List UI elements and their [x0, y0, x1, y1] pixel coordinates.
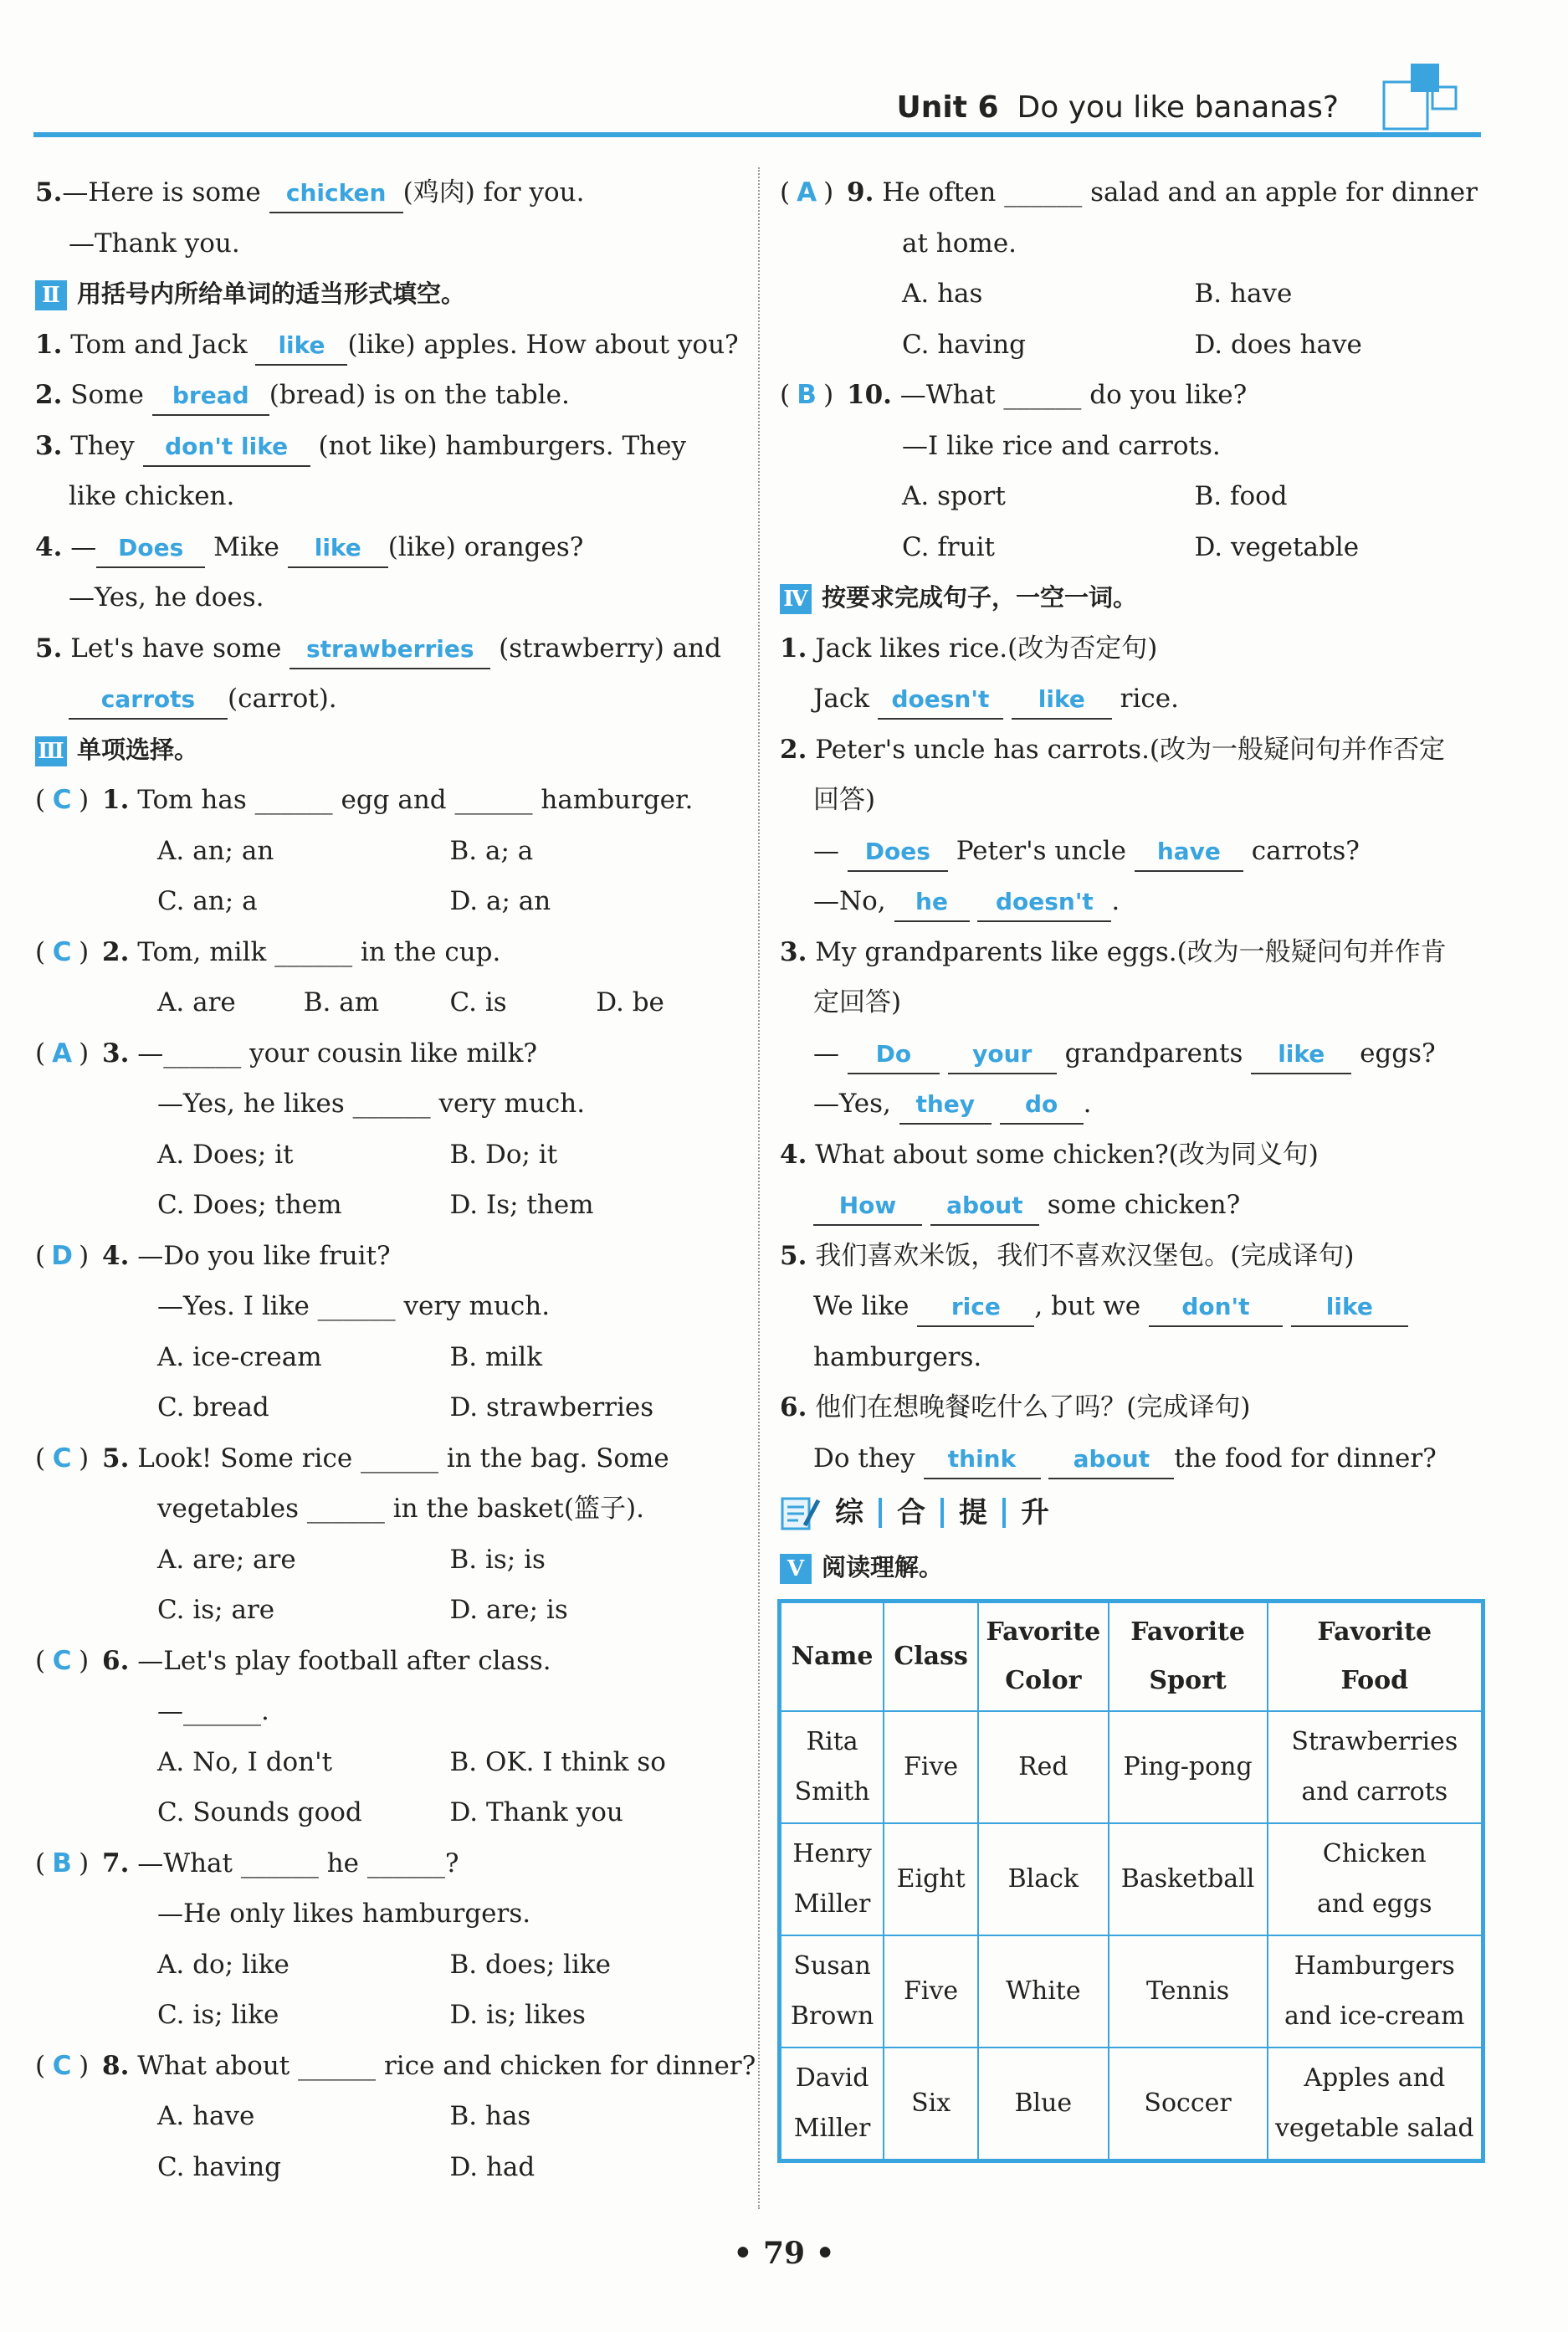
option: A. No, I don't: [157, 1746, 333, 1777]
sentence-answer: Jack doesn't like rice.: [780, 674, 1487, 725]
options-row: [35, 977, 742, 1028]
option: A. an; an: [157, 835, 274, 866]
answer-blank: have: [1135, 833, 1243, 872]
squares-decoration-icon: [1381, 59, 1473, 134]
option: C. is; like: [157, 2000, 279, 2030]
option: A. have: [157, 2101, 255, 2131]
question-number: 9.: [847, 177, 874, 208]
option: A. do; like: [157, 1949, 290, 1980]
table-cell: Black: [978, 1823, 1109, 1935]
column-header: Favorite Food: [1268, 1602, 1482, 1711]
option: C. is; are: [157, 1595, 275, 1625]
choice-question: [35, 1433, 742, 1636]
section-heading: Ⅱ 用括号内所给单词的适当形式填空。: [35, 269, 742, 320]
answer-blank: don't like: [143, 428, 310, 467]
option: D. Is; them: [449, 1190, 594, 1220]
banner-char: 提: [959, 1496, 987, 1530]
answer-blank: think: [924, 1441, 1041, 1479]
table-cell: Susan Brown: [781, 1935, 884, 2048]
table-cell: Rita Smith: [781, 1711, 884, 1823]
choice-question: [35, 775, 742, 927]
choice-question: [35, 927, 742, 1028]
table-cell: Eight: [884, 1823, 978, 1935]
comprehensive-banner: [780, 1484, 1487, 1542]
options-row: [35, 826, 742, 877]
option: A. has: [902, 279, 983, 309]
option: B. a; a: [449, 835, 534, 866]
option: C. an; a: [157, 886, 258, 916]
options-row: [35, 1940, 742, 1991]
answer-blank: Does: [848, 833, 948, 872]
options-row: [35, 1990, 742, 2041]
answer-letter: A: [52, 1038, 73, 1069]
table-row: [781, 1711, 1482, 1823]
answer-blank: like: [288, 530, 388, 568]
question-number: 10.: [847, 380, 892, 410]
answer-bracket: ( A ): [780, 167, 847, 218]
table-cell: White: [978, 1935, 1109, 2048]
question-number: 7.: [102, 1848, 130, 1878]
option: D. Thank you: [449, 1797, 623, 1827]
option: A. ice-cream: [157, 1341, 322, 1372]
answer-blank: doesn't: [878, 681, 1003, 720]
question-stem: [35, 1028, 742, 1079]
question-stem: [35, 2041, 756, 2092]
table-cell: Basketball: [1109, 1823, 1268, 1935]
options-row: [35, 876, 742, 927]
exercise-line: 回答): [813, 785, 876, 815]
answer-blank: your: [948, 1036, 1057, 1074]
answer-letter: C: [52, 936, 72, 967]
question-text: —______ your cousin like milk?: [129, 1038, 537, 1069]
answer-letter: C: [52, 1645, 72, 1676]
table-cell: Hamburgers and ice-cream: [1268, 1935, 1482, 2048]
answer-letter: B: [52, 1848, 72, 1878]
page-header: [33, 50, 1481, 138]
answer-bracket: ( B ): [35, 1838, 102, 1889]
column-header: Favorite Color: [978, 1602, 1109, 1711]
options-row: [780, 269, 1487, 320]
answer-bracket: ( A ): [35, 1028, 102, 1079]
page-number: • 79 •: [733, 2236, 835, 2271]
option: D. a; an: [449, 886, 551, 916]
table-row: [781, 1823, 1482, 1935]
fill-item: 3. They don't like (not like) hamburgers. They: [35, 421, 742, 472]
answer-blank: rice: [917, 1289, 1034, 1327]
choice-question: [780, 167, 1487, 370]
option: D. is; likes: [449, 2000, 586, 2030]
banner-char: 综: [835, 1496, 863, 1530]
table-cell: Six: [884, 2048, 978, 2160]
answer-bracket: ( C ): [35, 927, 102, 978]
option: B. is; is: [449, 1544, 546, 1575]
sentence-answer: How about some chicken?: [780, 1180, 1487, 1231]
sentence-answer: —No, he doesn't .: [780, 876, 1487, 927]
table-header-row: [781, 1602, 1482, 1711]
options-row: [35, 1737, 742, 1788]
unit-title: [897, 90, 1339, 125]
question-text: What about ______ rice and chicken for dinner?: [129, 2050, 756, 2081]
question-line: —Yes, he likes ______ very much.: [157, 1089, 586, 1119]
section-heading: Ⅲ 单项选择。: [35, 725, 742, 776]
question-stem: [35, 1433, 742, 1484]
question-stem: [780, 167, 1487, 218]
question-number: 5.: [102, 1443, 130, 1474]
sentence-answer: —Yes, they do .: [780, 1079, 1487, 1130]
exercise-line: carrots (carrot).: [35, 674, 742, 725]
choice-question: [35, 1636, 742, 1838]
answer-blank: do: [1000, 1086, 1084, 1125]
choice-question: [35, 1231, 742, 1433]
exercise-line: —Yes, he does.: [69, 582, 264, 612]
choice-question: [35, 2041, 756, 2193]
option: A. sport: [902, 481, 1006, 511]
answer-bracket: ( D ): [35, 1231, 102, 1282]
question-text: He often ______ salad and an apple for dinner: [874, 177, 1478, 208]
option: B. am: [303, 987, 380, 1017]
options-row: [780, 471, 1487, 522]
table-cell: Strawberries and carrots: [1268, 1711, 1482, 1823]
table-cell: Chicken and eggs: [1268, 1823, 1482, 1935]
question-text: Tom has ______ egg and ______ hamburger.: [129, 785, 694, 815]
options-row: [35, 1585, 742, 1636]
option: A. are; are: [157, 1544, 296, 1575]
table-cell: Henry Miller: [781, 1823, 884, 1935]
banner-char: 升: [1021, 1496, 1049, 1530]
table-cell: Five: [884, 1711, 978, 1823]
right-column: [780, 167, 1487, 2160]
exercise-item: 5.—Here is some chicken (鸡肉) for you.: [35, 167, 742, 218]
fill-item: 1. Tom and Jack like (like) apples. How about you?: [35, 320, 742, 371]
fill-item: 2. Some bread (bread) is on the table.: [35, 370, 742, 421]
options-row: [35, 1180, 742, 1231]
options-row: [35, 1130, 742, 1181]
options-row: [780, 522, 1487, 573]
table-cell: Soccer: [1109, 2048, 1268, 2160]
question-stem: [35, 1636, 742, 1687]
sentence-answer: Do they think about the food for dinner?: [780, 1433, 1487, 1484]
option: D. be: [596, 987, 664, 1017]
fill-item: 4. — Does Mike like (like) oranges?: [35, 522, 742, 573]
table-cell: Tennis: [1109, 1935, 1268, 2048]
question-text: —Do you like fruit?: [129, 1240, 391, 1271]
table-cell: David Miller: [781, 2048, 884, 2160]
option: C. bread: [157, 1392, 269, 1422]
answer-blank: like: [1012, 681, 1112, 720]
options-row: [35, 1382, 742, 1433]
answer-bracket: ( C ): [35, 2041, 102, 2092]
options-row: [35, 1332, 742, 1383]
answer-blank: bread: [152, 377, 269, 416]
question-text: —Let's play football after class.: [129, 1645, 551, 1676]
options-row: [35, 2142, 742, 2193]
banner-char: 合: [897, 1496, 925, 1530]
answer-blank: about: [1048, 1441, 1174, 1479]
choice-question: [780, 370, 1487, 572]
answer-letter: C: [52, 785, 72, 815]
option: C. Does; them: [157, 1190, 342, 1220]
sentence-item: 2. Peter's uncle has carrots.(改为一般疑问句并作否定: [780, 734, 1446, 765]
column-divider: [758, 167, 760, 2209]
question-stem: [35, 775, 742, 826]
question-stem: [35, 1838, 742, 1889]
question-number: 3.: [102, 1038, 130, 1069]
question-line: vegetables ______ in the basket(篮子).: [157, 1494, 644, 1524]
question-text: Look! Some rice ______ in the bag. Some: [129, 1443, 669, 1474]
column-header: Name: [781, 1602, 884, 1711]
column-header: Class: [884, 1602, 978, 1711]
answer-blank: they: [899, 1086, 992, 1125]
option: D. vegetable: [1194, 531, 1360, 562]
left-column: [35, 167, 756, 2192]
question-line: —Yes. I like ______ very much.: [157, 1291, 551, 1321]
answer-blank: carrots: [69, 681, 228, 720]
option: C. having: [902, 329, 1027, 360]
options-row: [35, 2091, 742, 2142]
answer-letter: C: [52, 1443, 72, 1474]
table-cell: Blue: [978, 2048, 1109, 2160]
option: D. does have: [1194, 329, 1362, 360]
table-cell: Ping-pong: [1109, 1711, 1268, 1823]
exercise-line: 定回答): [813, 987, 902, 1017]
question-text: —What ______ do you like?: [891, 380, 1248, 410]
sentence-answer: — Does Peter's uncle have carrots?: [780, 826, 1487, 877]
option: B. have: [1194, 279, 1293, 309]
header-rule: [33, 132, 1481, 137]
table-cell: Five: [884, 1935, 978, 2048]
options-row: [780, 320, 1487, 371]
sentence-item: 5. 我们喜欢米饭，我们不喜欢汉堡包。(完成译句): [780, 1240, 1355, 1271]
answer-bracket: ( C ): [35, 1636, 102, 1687]
option: B. milk: [449, 1341, 542, 1372]
answer-blank: don't: [1149, 1289, 1283, 1327]
answer-letter: C: [52, 2050, 72, 2081]
answer-blank: like: [1291, 1289, 1408, 1327]
question-text: —What ______ he ______?: [129, 1848, 459, 1878]
option: D. strawberries: [449, 1392, 654, 1422]
option: C. is: [449, 987, 507, 1017]
answer-letter: A: [797, 177, 817, 208]
options-row: [35, 1535, 742, 1586]
question-stem: [35, 1231, 742, 1282]
section-heading: Ⅳ 按要求完成句子，一空一词。: [780, 572, 1487, 623]
table-cell: Apples and vegetable salad: [1268, 2048, 1482, 2160]
exercise-line: hamburgers.: [813, 1341, 982, 1372]
question-number: 8.: [102, 2050, 130, 2081]
option: D. had: [449, 2151, 535, 2182]
sentence-item: 1. Jack likes rice.(改为否定句): [780, 633, 1158, 664]
multiple-choice-list: [780, 167, 1487, 572]
answer-blank: Do: [848, 1036, 940, 1074]
fill-item: 5. Let's have some strawberries (strawberry) and: [35, 623, 742, 674]
answer-letter: B: [797, 380, 817, 410]
option: C. Sounds good: [157, 1797, 362, 1827]
choice-question: [35, 1028, 742, 1231]
exercise-line: like chicken.: [69, 481, 235, 511]
option: B. does; like: [449, 1949, 612, 1980]
answer-blank: doesn't: [977, 884, 1111, 922]
section-heading: Ⅴ 阅读理解。: [780, 1542, 1487, 1593]
sentence-item: 6. 他们在想晚餐吃什么了吗？(完成译句): [780, 1392, 1251, 1422]
table-row: [781, 2048, 1482, 2160]
sentence-answer: We like rice , but we don't like: [780, 1281, 1487, 1332]
question-number: 4.: [102, 1240, 130, 1271]
option: B. has: [449, 2101, 531, 2131]
question-line: —He only likes hamburgers.: [157, 1899, 531, 1929]
answer-blank: about: [930, 1187, 1039, 1226]
option: A. Does; it: [157, 1139, 294, 1170]
answer-letter: D: [51, 1240, 73, 1271]
notebook-pencil-icon: [780, 1494, 822, 1532]
answer-blank: Does: [96, 530, 205, 568]
question-line: at home.: [902, 228, 1017, 259]
sentence-answer: — Do your grandparents like eggs?: [780, 1028, 1487, 1079]
answer-blank: he: [894, 884, 970, 922]
option: C. having: [157, 2151, 282, 2182]
question-stem: [780, 370, 1487, 421]
answer-bracket: ( C ): [35, 775, 102, 826]
answer-blank: strawberries: [290, 631, 490, 669]
answer-bracket: ( C ): [35, 1433, 102, 1484]
sentence-item: 3. My grandparents like eggs.(改为一般疑问句并作肯: [780, 936, 1447, 967]
option: B. food: [1194, 481, 1288, 511]
answer-blank: chicken: [269, 175, 403, 213]
multiple-choice-list: [35, 775, 756, 2192]
sentence-item: 4. What about some chicken?(改为同义句): [780, 1139, 1319, 1170]
question-number: 1.: [102, 785, 130, 815]
option: B. Do; it: [449, 1139, 558, 1170]
column-header: Favorite Sport: [1109, 1602, 1268, 1711]
table-cell: Red: [978, 1711, 1109, 1823]
question-number: 2.: [102, 936, 130, 967]
answer-bracket: ( B ): [780, 370, 847, 421]
answer-blank: like: [255, 327, 347, 366]
option: C. fruit: [902, 531, 995, 562]
choice-question: [35, 1838, 742, 2041]
unit-name: Do you like bananas?: [1017, 90, 1339, 125]
favorites-table: [780, 1602, 1483, 2160]
question-line: —I like rice and carrots.: [902, 430, 1221, 461]
table-row: [781, 1935, 1482, 2048]
options-row: [35, 1787, 742, 1838]
unit-label: Unit 6: [896, 90, 999, 125]
option: A. are: [157, 987, 236, 1017]
question-number: 6.: [102, 1645, 130, 1676]
question-line: —______.: [157, 1696, 269, 1726]
option: D. are; is: [449, 1595, 568, 1625]
answer-blank: like: [1251, 1036, 1351, 1074]
question-stem: [35, 927, 742, 978]
question-text: Tom, milk ______ in the cup.: [129, 936, 501, 967]
exercise-line: —Thank you.: [69, 228, 240, 259]
option: B. OK. I think so: [449, 1746, 666, 1777]
answer-blank: How: [813, 1187, 922, 1226]
